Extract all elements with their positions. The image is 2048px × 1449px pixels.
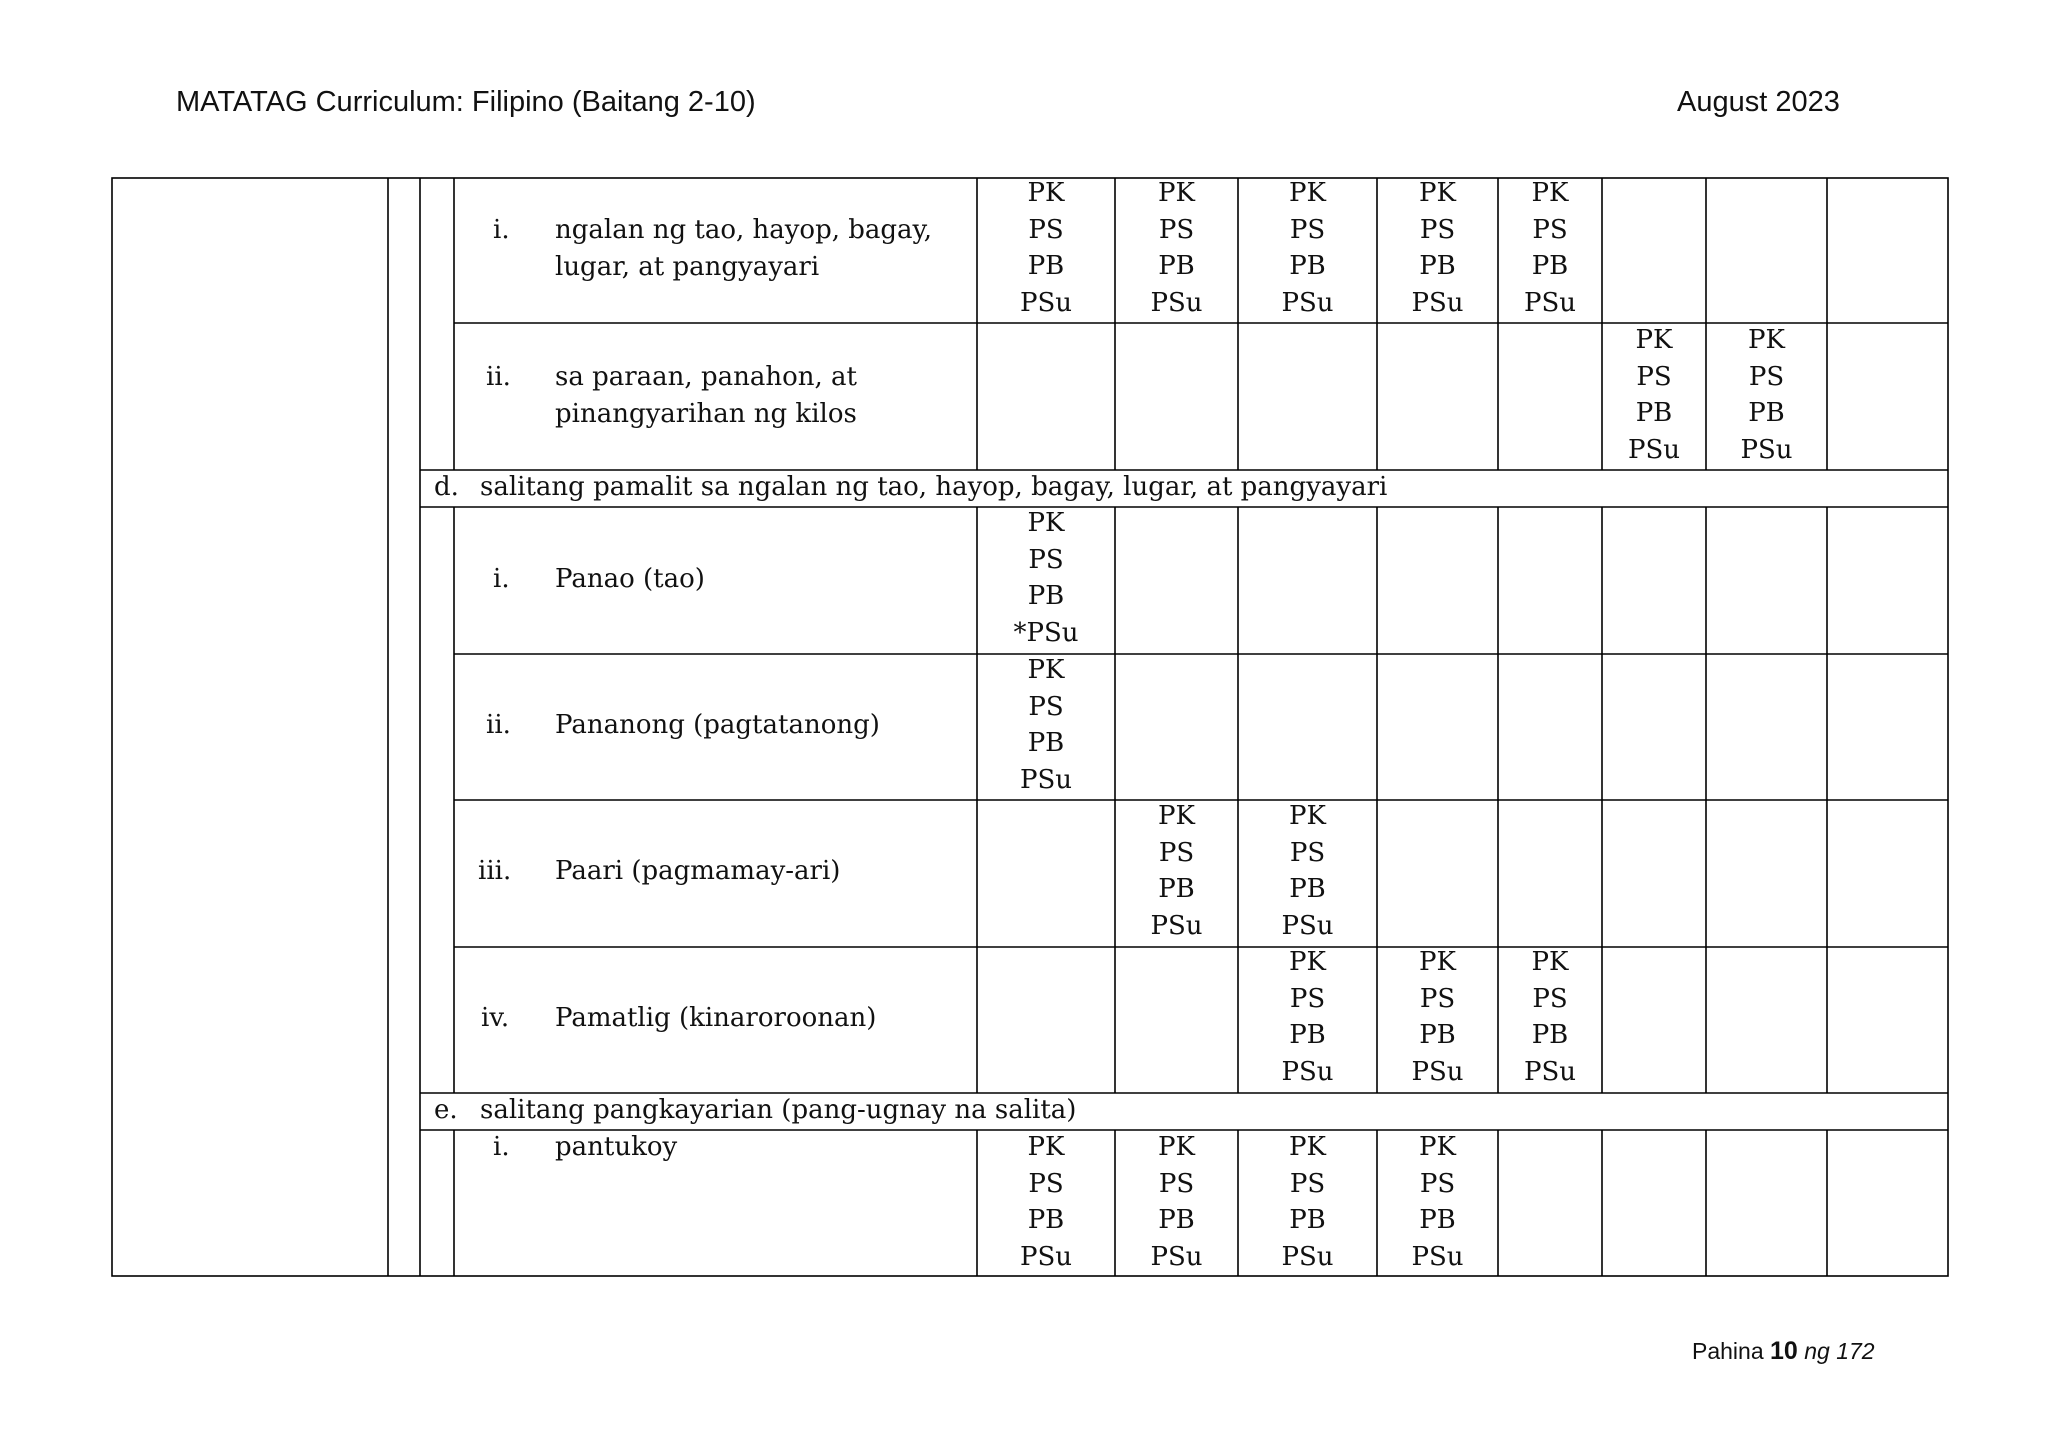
page-prefix: Pahina (1692, 1338, 1764, 1364)
row-label: ngalan ng tao, hayop, bagay, lugar, at pangyayari (555, 215, 933, 282)
document-date: August 2023 (1677, 86, 1840, 118)
section-letter: d. (434, 472, 459, 502)
competency-codes: PK PS PB PSu (1281, 947, 1334, 1087)
current-page: 10 (1770, 1337, 1798, 1365)
row-number: ii. (486, 710, 511, 740)
competency-codes: PK PS PB PSu (1281, 801, 1334, 941)
row-label: Pamatlig (kinaroroonan) (555, 1003, 877, 1033)
competency-codes: PK PS PB PSu (1411, 1132, 1464, 1272)
competency-codes: PK PS PB PSu (1411, 947, 1464, 1087)
competency-codes: PK PS PB PSu (1281, 178, 1334, 318)
competency-codes: PK PS PB PSu (1019, 655, 1073, 795)
section-label: salitang pangkayarian (pang-ugnay na salita) (480, 1095, 1077, 1125)
row-number: ii. (486, 362, 511, 392)
section-label: salitang pamalit sa ngalan ng tao, hayop, bagay, lugar, at pangyayari (480, 472, 1388, 502)
competency-codes: PK PS PB PSu (1281, 1132, 1334, 1272)
section-letter: e. (434, 1095, 458, 1125)
total-pages: 172 (1836, 1338, 1875, 1364)
row-label: Pananong (pagtatanong) (555, 710, 880, 740)
row-number: i. (493, 1132, 510, 1162)
competency-codes: PK PS PB PSu (1627, 325, 1681, 465)
row-label: Panao (tao) (555, 564, 705, 594)
row-number: i. (493, 564, 510, 594)
row-label: pantukoy (555, 1132, 678, 1162)
row-number: iv. (481, 1003, 510, 1033)
competency-codes: PK PS PB PSu (1150, 178, 1203, 318)
competency-codes: PK PS PB PSu (1523, 947, 1577, 1087)
row-label: Paari (pagmamay-ari) (555, 856, 841, 886)
row-label: sa paraan, panahon, at pinangyarihan ng kilos (555, 362, 857, 429)
competency-codes: PK PS PB PSu (1740, 325, 1793, 465)
row-number: i. (493, 215, 510, 245)
competency-codes: PK PS PB PSu (1019, 1132, 1073, 1272)
competency-codes: PK PS PB PSu (1523, 178, 1577, 318)
competency-codes: PK PS PB *PSu (1013, 508, 1079, 648)
document-title: MATATAG Curriculum: Filipino (Baitang 2-10) (176, 86, 756, 118)
competency-codes: PK PS PB PSu (1150, 1132, 1203, 1272)
page-number (1692, 1337, 1875, 1366)
competency-codes: PK PS PB PSu (1150, 801, 1203, 941)
competency-codes: PK PS PB PSu (1411, 178, 1464, 318)
page-of: ng (1804, 1338, 1830, 1364)
row-number: iii. (478, 856, 512, 886)
competency-codes: PK PS PB PSu (1019, 178, 1073, 318)
